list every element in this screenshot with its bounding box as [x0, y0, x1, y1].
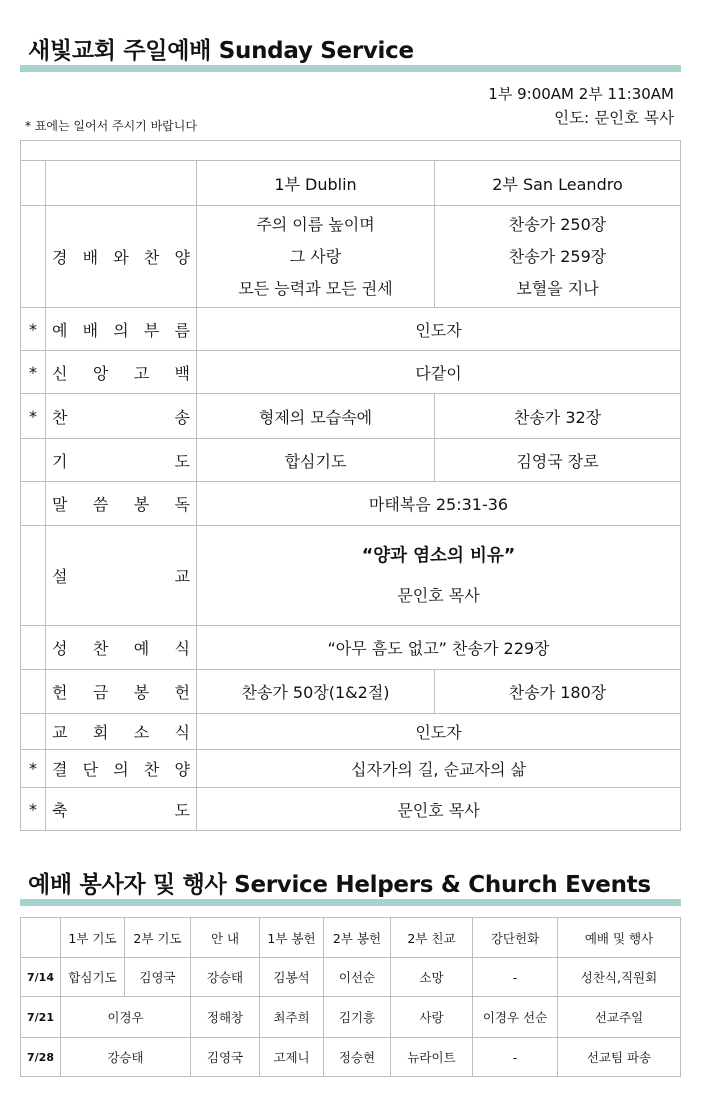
service-times: 1부 9:00AM 2부 11:30AM: [488, 85, 674, 103]
row-value: 인도자: [197, 714, 681, 750]
row-label: 기 도: [52, 451, 190, 471]
sermon-speaker: 문인호 목사: [397, 585, 480, 605]
table-cell: -: [473, 1038, 558, 1077]
table-header-row: [21, 161, 681, 206]
row-label: 신 앙 고 백: [52, 363, 190, 383]
row-label: 경 배 와 찬 양: [52, 248, 190, 267]
table-cell: -: [473, 958, 558, 997]
row-worship: [21, 206, 681, 308]
row-label: 교 회 소 식: [52, 723, 190, 742]
table-cell: 뉴라이트: [391, 1038, 473, 1077]
prayer-dublin: 합심기도: [197, 439, 435, 482]
title-divider: [20, 65, 681, 72]
row-label: 예 배 의 부 름: [52, 320, 190, 340]
service-leader: 인도: 문인호 목사: [554, 109, 674, 127]
table-cell: 김영국: [191, 1038, 260, 1077]
header-cell: 2부 기도: [125, 918, 191, 958]
header-cell: 2부 친교: [391, 918, 473, 958]
row-value: 다같이: [197, 351, 681, 394]
date-cell: 7/28: [21, 1038, 61, 1077]
col-header-san-leandro: 2부 San Leandro: [435, 161, 681, 206]
table-cell: 정승현: [324, 1038, 391, 1077]
row-hymn: [21, 394, 681, 439]
date-cell: 7/14: [21, 958, 61, 997]
row-value: 문인호 목사: [197, 788, 681, 831]
header-cell: 예배 및 행사: [558, 918, 681, 958]
row-value: 인도자: [197, 308, 681, 351]
standing-note: * 표에는 일어서 주시기 바랍니다: [25, 119, 197, 133]
stand-marker: *: [21, 788, 46, 831]
row-creed: [21, 351, 681, 394]
table-row: [21, 1038, 681, 1077]
sermon-title: “양과 염소의 비유”: [361, 545, 516, 566]
hymn-san-leandro: 찬송가 32장: [435, 394, 681, 439]
table-cell: 강승태: [191, 958, 260, 997]
events-header-row: [21, 918, 681, 958]
table-spacer-row: [21, 141, 681, 161]
row-label: 헌 금 봉 헌: [52, 683, 190, 702]
table-cell: 김영국: [125, 958, 191, 997]
row-sermon: [21, 526, 681, 626]
table-cell: 정해창: [191, 997, 260, 1038]
header-cell: 안 내: [191, 918, 260, 958]
table-cell: 이경우: [61, 997, 191, 1038]
table-cell: 김봉석: [260, 958, 324, 997]
worship-songs-san-leandro: 찬송가 250장 찬송가 259장 보혈을 지나: [435, 206, 681, 308]
header-cell: 1부 기도: [61, 918, 125, 958]
col-header-dublin: 1부 Dublin: [197, 161, 435, 206]
table-cell: 이경우 선순: [473, 997, 558, 1038]
table-cell: 이선순: [324, 958, 391, 997]
table-row: [21, 997, 681, 1038]
header-cell: 2부 봉헌: [324, 918, 391, 958]
row-prayer: [21, 439, 681, 482]
table-cell: 사랑: [391, 997, 473, 1038]
row-dedication-hymn: [21, 750, 681, 788]
table-cell: 최주희: [260, 997, 324, 1038]
offering-dublin: 찬송가 50장(1&2절): [197, 670, 435, 714]
row-value: “아무 흠도 없고” 찬송가 229장: [197, 626, 681, 670]
events-title: 예배 봉사자 및 행사 Service Helpers & Church Events: [28, 872, 651, 898]
table-cell: 소망: [391, 958, 473, 997]
header-cell: 1부 봉헌: [260, 918, 324, 958]
offering-san-leandro: 찬송가 180장: [435, 670, 681, 714]
row-offering: [21, 670, 681, 714]
events-table: [20, 917, 681, 1077]
date-cell: 7/21: [21, 997, 61, 1038]
row-label: 축 도: [52, 800, 190, 820]
row-communion: [21, 626, 681, 670]
events-divider: [20, 899, 681, 906]
table-cell: 합심기도: [61, 958, 125, 997]
row-label: 말 씀 봉 독: [52, 495, 190, 514]
table-cell: 선교팀 파송: [558, 1038, 681, 1077]
row-benediction: [21, 788, 681, 831]
stand-marker: *: [21, 394, 46, 439]
worship-songs-dublin: 주의 이름 높이며 그 사랑 모든 능력과 모든 권세: [197, 206, 435, 308]
service-order-table: [20, 140, 681, 831]
hymn-dublin: 형제의 모습속에: [197, 394, 435, 439]
row-value: 마태복음 25:31-36: [197, 482, 681, 526]
table-cell: 고제니: [260, 1038, 324, 1077]
row-church-news: [21, 714, 681, 750]
stand-marker: *: [21, 308, 46, 351]
table-cell: 강승태: [61, 1038, 191, 1077]
stand-marker: *: [21, 750, 46, 788]
row-label: 결 단 의 찬 양: [52, 760, 190, 779]
page-title: 새빛교회 주일예배 Sunday Service: [28, 38, 414, 64]
row-label: 찬 송: [52, 407, 190, 427]
table-cell: 성찬식,직원회: [558, 958, 681, 997]
row-value: 십자가의 길, 순교자의 삶: [197, 750, 681, 788]
table-row: [21, 958, 681, 997]
table-cell: 선교주일: [558, 997, 681, 1038]
table-cell: 김기흥: [324, 997, 391, 1038]
row-label: 설 교: [52, 567, 190, 586]
row-label: 성 찬 예 식: [52, 639, 190, 658]
stand-marker: *: [21, 351, 46, 394]
row-scripture-reading: [21, 482, 681, 526]
row-call-to-worship: [21, 308, 681, 351]
prayer-san-leandro: 김영국 장로: [435, 439, 681, 482]
header-cell: 강단헌화: [473, 918, 558, 958]
